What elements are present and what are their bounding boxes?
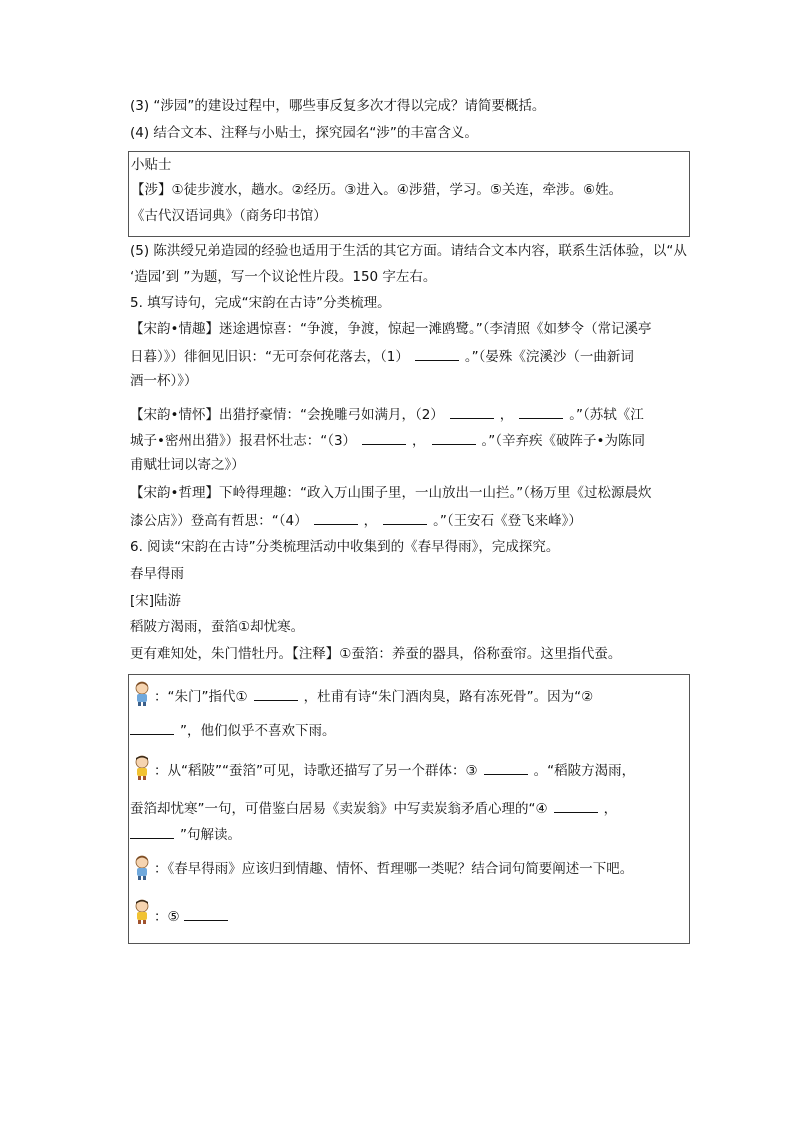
zheli-comma: ， xyxy=(363,513,378,529)
qinghuai-text-3: 城子•密州出猎》）报君怀壮志：“（3） xyxy=(130,433,357,449)
answer-blank-2a[interactable] xyxy=(450,404,494,419)
question-3: (3) “涉园”的建设过程中，哪些事反复多次才得以完成？请简要概括。 xyxy=(130,98,546,114)
section-6-title: 6. 阅读“宋韵在古诗”分类梳理活动中收集到的《春早得雨》，完成探究。 xyxy=(130,539,560,555)
dialog-1-line-b xyxy=(130,720,336,740)
quqi-text-2: 。”（晏殊《浣溪沙（一曲新词 xyxy=(464,349,634,365)
dialog-4-text: ：⑤ xyxy=(154,909,180,925)
answer-blank-d2[interactable] xyxy=(130,720,174,735)
tip-entry: 【涉】①徒步渡水，趟水。②经历。③进入。④涉猎，学习。⑤关连，牵涉。⑥姓。 xyxy=(131,182,623,198)
dialog-2-line-a xyxy=(154,760,635,780)
zheli-line-b xyxy=(130,510,582,530)
zheli-text-1: 漆公店》）登高有哲思：“（4） xyxy=(130,513,308,529)
answer-blank-d5[interactable] xyxy=(184,906,228,921)
qinghuai-comma-1: ， xyxy=(499,407,514,423)
answer-blank-2b[interactable] xyxy=(519,404,563,419)
girl-avatar-icon xyxy=(132,854,152,880)
qinghuai-text-1: 【宋韵•情怀】出猎抒豪情：“会挽雕弓如满月，（2） xyxy=(130,407,444,423)
question-5-line1: (5) 陈洪绶兄弟造园的经验也适用于生活的其它方面。请结合文本内容，联系生活体验，以“从 xyxy=(130,243,687,259)
dialog-1-text-3: ”，他们似乎不喜欢下雨。 xyxy=(180,723,336,739)
quqi-line-c: 酒一杯）》） xyxy=(130,373,198,389)
poem-author: [宋]陆游 xyxy=(130,593,182,609)
zheli-line-a: 【宋韵•哲理】下岭得理趣：“政入万山围子里，一山放出一山拦。”（杨万里《过松源晨炊 xyxy=(130,485,652,501)
girl-avatar-icon xyxy=(132,680,152,706)
dialog-4-line xyxy=(154,906,234,926)
qinghuai-line-a xyxy=(130,404,644,424)
qinghuai-line-c: 甫赋壮词以寄之》） xyxy=(130,457,245,473)
dialog-3-line: ：《春早得雨》应该归到情趣、情怀、哲理哪一类呢？结合词句简要阐述一下吧。 xyxy=(154,861,634,877)
poem-line-2: 更有难知处，朱门惜牡丹。【注释】①蚕箔：养蚕的器具，俗称蚕帘。这里指代蚕。 xyxy=(130,646,622,662)
qinghuai-line-b xyxy=(130,430,645,450)
dialog-2-text-4: ， xyxy=(603,801,618,817)
tip-source: 《古代汉语词典》（商务印书馆） xyxy=(131,208,327,224)
zheli-text-2: 。”（王安石《登飞来峰》） xyxy=(433,513,582,529)
dialog-1-text-2: ，杜甫有诗“朱门酒肉臭，路有冻死骨”。因为“② xyxy=(303,689,594,705)
answer-blank-d4b[interactable] xyxy=(130,824,174,839)
dialog-2-text-3: 蚕箔却忧寒”一句，可借鉴白居易《卖炭翁》中写卖炭翁矛盾心理的“④ xyxy=(130,801,548,817)
qinghuai-comma-2: ， xyxy=(412,433,426,449)
quqi-line-a: 【宋韵•情趣】迷途遇惊喜：“争渡，争渡，惊起一滩鸥鹭。”（李清照《如梦令（常记溪亭 xyxy=(130,321,652,337)
quqi-line-b xyxy=(130,346,634,366)
quqi-text-1: 日暮）》）徘徊见旧识：“无可奈何花落去，（1） xyxy=(130,349,409,365)
answer-blank-1[interactable] xyxy=(415,346,459,361)
dialog-1-line-a xyxy=(154,686,593,706)
question-5-line2: ‘造园’到 ”为题，写一个议论性片段。150 字左右。 xyxy=(130,269,437,285)
boy-avatar-icon xyxy=(132,754,152,780)
dialog-2-text-1: ：从“稻陂”“蚕箔”可见，诗歌还描写了另一个群体：③ xyxy=(154,763,478,779)
answer-blank-4b[interactable] xyxy=(383,510,427,525)
poem-title: 春早得雨 xyxy=(130,566,184,582)
answer-blank-d4a[interactable] xyxy=(554,798,598,813)
dialog-2-text-5: ”句解读。 xyxy=(180,827,241,843)
answer-blank-3b[interactable] xyxy=(432,430,476,445)
section-5-title: 5. 填写诗句，完成“宋韵在古诗”分类梳理。 xyxy=(130,295,391,311)
tip-title: 小贴士 xyxy=(131,157,172,173)
answer-blank-4a[interactable] xyxy=(314,510,358,525)
answer-blank-d1[interactable] xyxy=(254,686,298,701)
answer-blank-3a[interactable] xyxy=(362,430,406,445)
qinghuai-text-4: 。”（辛弃疾《破阵子•为陈同 xyxy=(481,433,646,449)
dialog-1-text-1: ：“朱门”指代① xyxy=(154,689,248,705)
answer-blank-d3[interactable] xyxy=(484,760,528,775)
dialog-2-line-b xyxy=(130,798,617,818)
poem-line-1: 稻陂方渴雨，蚕箔①却忧寒。 xyxy=(130,619,305,635)
qinghuai-text-2: 。”（苏轼《江 xyxy=(569,407,644,423)
dialog-2-text-2: 。“稻陂方渴雨， xyxy=(533,763,636,779)
question-4: (4) 结合文本、注释与小贴士，探究园名“涉”的丰富含义。 xyxy=(130,125,478,141)
dialog-2-line-c xyxy=(130,824,241,844)
boy-avatar-icon xyxy=(132,898,152,924)
